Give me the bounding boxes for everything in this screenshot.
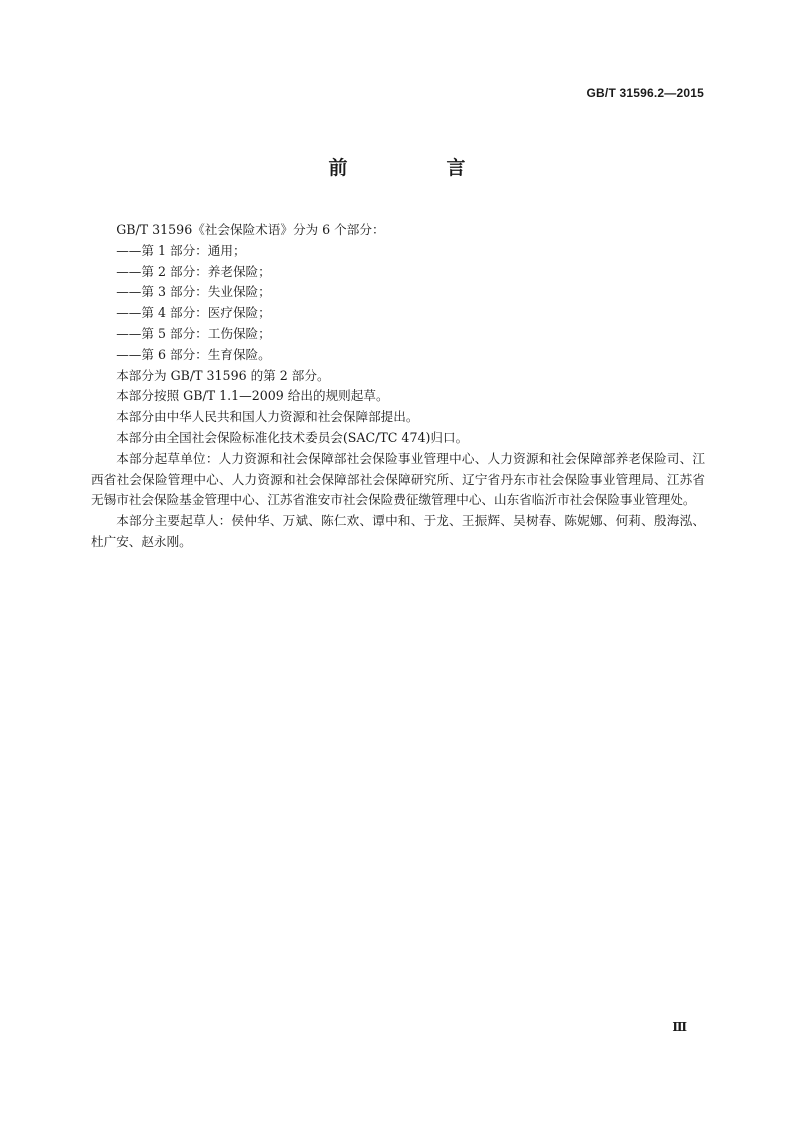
drafters-paragraph: 本部分主要起草人：侯仲华、万斌、陈仁欢、谭中和、于龙、王振辉、吴树春、陈妮娜、何莉、殷海泓、杜广安、赵永刚。 bbox=[91, 513, 705, 549]
part-list-item: ——第 6 部分：生育保险。 bbox=[116, 346, 271, 362]
document-body bbox=[91, 220, 705, 553]
proposed-by-paragraph: 本部分由中华人民共和国人力资源和社会保障部提出。 bbox=[116, 409, 419, 425]
centralized-by-paragraph: 本部分由全国社会保险标准化技术委员会(SAC/TC 474)归口。 bbox=[116, 429, 469, 445]
page-number: Ⅲ bbox=[672, 1020, 687, 1034]
part-list-item: ——第 2 部分：养老保险； bbox=[116, 263, 271, 279]
part-list-item: ——第 3 部分：失业保险； bbox=[116, 284, 271, 300]
part-list-item: ——第 1 部分：通用； bbox=[116, 242, 246, 258]
part-list-item: ——第 5 部分：工伤保险； bbox=[116, 325, 271, 341]
this-part-paragraph: 本部分为 GB/T 31596 的第 2 部分。 bbox=[116, 367, 330, 383]
intro-paragraph: GB/T 31596《社会保险术语》分为 6 个部分： bbox=[116, 222, 385, 237]
standard-code-header: GB/T 31596.2—2015 bbox=[586, 86, 704, 100]
drafting-units-paragraph: 本部分起草单位：人力资源和社会保障部社会保险事业管理中心、人力资源和社会保障部养老保险司、江西省社会保险管理中心、人力资源和社会保障部社会保障研究所、辽宁省丹东市社会保险事业管理局、江苏省无锡市社会保险基金管理中心、江苏省淮安市社会保险费征缴管理中心、山东省临沂市社会保险事业管理处。 bbox=[91, 450, 705, 508]
page-title: 前 言 bbox=[328, 157, 506, 179]
part-list-item: ——第 4 部分：医疗保险； bbox=[116, 305, 271, 321]
drafting-rule-paragraph: 本部分按照 GB/T 1.1—2009 给出的规则起草。 bbox=[116, 388, 389, 404]
